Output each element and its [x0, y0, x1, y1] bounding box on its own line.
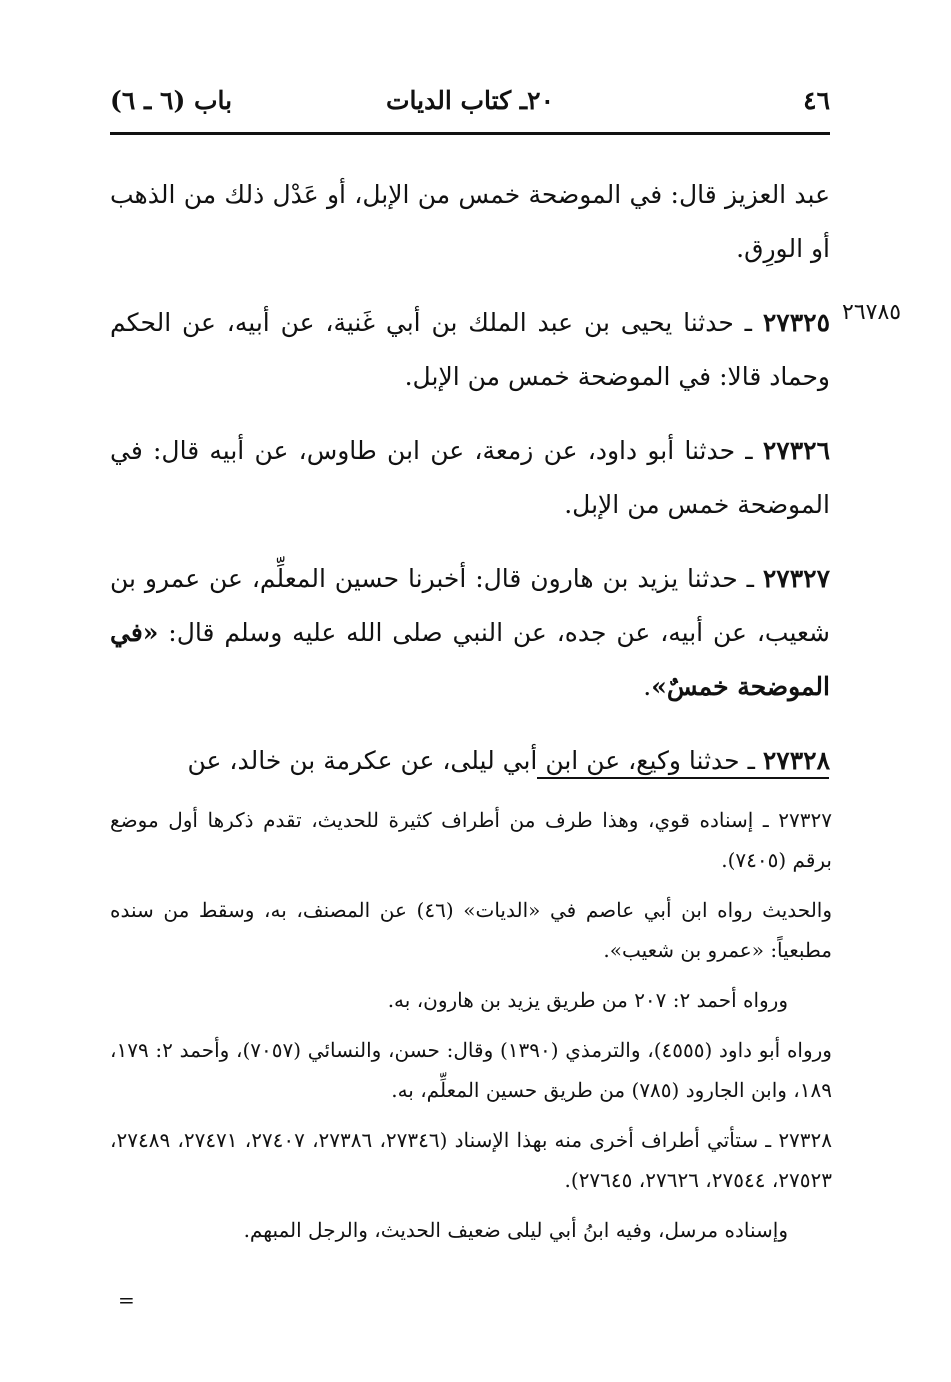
hadith-text: ـ حدثنا أبو داود، عن زمعة، عن ابن طاوس، عن أبيه قال: في الموضحة خمس من الإبل. [110, 436, 830, 519]
hadith-text: ـ حدثنا يحيى بن عبد الملك بن أبي غَنية، عن أبيه، عن الحكم وحماد قالا: في الموضحة خمس من الإبل. [110, 308, 830, 391]
footnote-6: وإسناده مرسل، وفيه ابنُ أبي ليلى ضعيف الحديث، والرجل المبهم. [243, 1218, 788, 1242]
main-text [110, 168, 830, 808]
hadith-number: ٢٧٣٢٨ [762, 746, 830, 775]
page-number: ٤٦ [803, 86, 830, 115]
paragraph-1 [110, 168, 830, 276]
hadith-text: ـ حدثنا وكيع، عن ابن أبي ليلى، عن عكرمة بن خالد، عن [187, 746, 763, 775]
hadith-27326 [110, 424, 830, 532]
hadith-number: ٢٧٣٢٧ [762, 564, 830, 593]
paragraph-1-text: عبد العزيز قال: في الموضحة خمس من الإبل، أو عَدْل ذلك من الذهب أو الورِق. [110, 180, 830, 263]
hadith-number: ٢٧٣٢٥ [762, 308, 830, 337]
margin-reference-number: ٢٦٧٨٥ [842, 300, 902, 325]
hadith-27325 [110, 296, 830, 404]
hadith-27327 [110, 552, 830, 714]
footnote-4: ورواه أبو داود (٤٥٥٥)، والترمذي (١٣٩٠) وقال: حسن، والنسائي (٧٠٥٧)، وأحمد ٢: ١٧٩، ١٨٩، وابن الجارود (٧٨٥) من طريق حسين المعلِّم، به. [110, 1038, 832, 1102]
book-title: ٢٠ـ كتاب الديات [386, 86, 554, 115]
hadith-number: ٢٧٣٢٦ [762, 436, 830, 465]
prophetic-quote: «في الموضحة خمسٌ» [110, 618, 830, 701]
continuation-mark: = [118, 1288, 135, 1312]
hadith-text: ـ حدثنا يزيد بن هارون قال: أخبرنا حسين المعلِّم، عن عمرو بن شعيب، عن أبيه، عن جده، عن النبي صلى الله عليه وسلم قال: [110, 564, 830, 647]
footnote-5: ٢٧٣٢٨ ـ ستأتي أطراف أخرى منه بهذا الإسناد (٢٧٣٤٦، ٢٧٣٨٦، ٢٧٤٠٧، ٢٧٤٧١، ٢٧٤٨٩، ٢٧٥٢٣، ٢٧٥٤٤، ٢٧٦٢٦، ٢٧٦٤٥). [110, 1128, 833, 1192]
footnote-divider [537, 777, 829, 779]
footnote-2: والحديث رواه ابن أبي عاصم في «الديات» (٤٦) عن المصنف، به، وسقط من سنده مطبعياً: «عمرو بن شعيب». [110, 898, 832, 962]
hadith-text-end: . [643, 672, 652, 701]
footnotes [110, 800, 832, 1260]
footnote-3: ورواه أحمد ٢: ٢٠٧ من طريق يزيد بن هارون، به. [387, 988, 788, 1012]
hadith-27328 [110, 734, 830, 788]
chapter-label: باب (٦ ـ ٦) [110, 86, 233, 115]
footnote-1: ٢٧٣٢٧ ـ إسناده قوي، وهذا طرف من أطراف كثيرة للحديث، تقدم ذكرها أول موضع برقم (٧٤٠٥). [110, 808, 832, 872]
header-divider [110, 132, 830, 135]
running-header [110, 82, 830, 126]
